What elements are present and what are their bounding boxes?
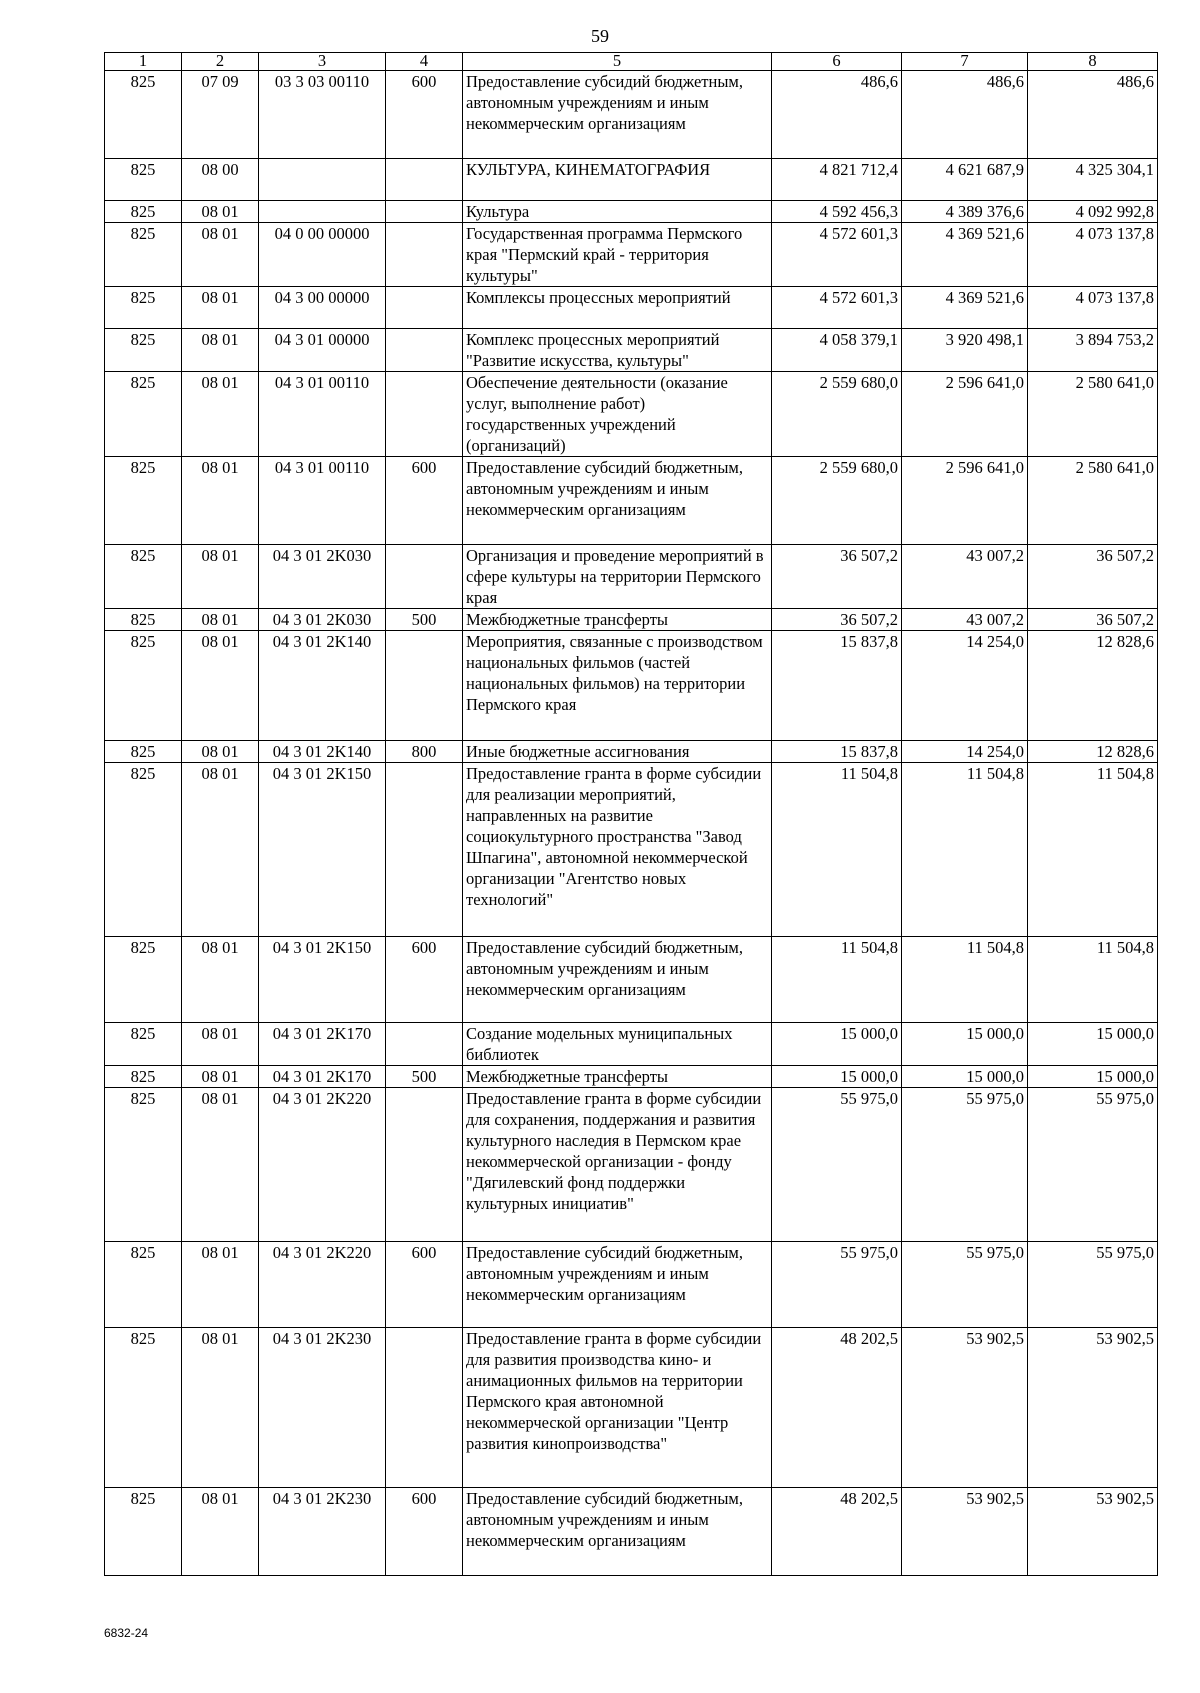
amount-cell: 36 507,2 <box>1028 545 1158 609</box>
amount-cell: 53 902,5 <box>1028 1488 1158 1576</box>
amount-cell: 43 007,2 <box>902 609 1028 631</box>
target-article-cell <box>259 159 386 201</box>
section-code-cell: 08 00 <box>182 159 259 201</box>
section-code-cell: 08 01 <box>182 329 259 372</box>
amount-cell: 4 592 456,3 <box>772 201 902 223</box>
amount-cell: 4 325 304,1 <box>1028 159 1158 201</box>
amount-cell: 11 504,8 <box>772 937 902 1023</box>
amount-cell: 4 821 712,4 <box>772 159 902 201</box>
admin-code-cell: 825 <box>105 287 182 329</box>
item-name-cell: Обеспечение деятельности (оказание услуг, выполнение работ) государственных учреждений (организаций) <box>463 372 772 457</box>
target-article-cell: 04 3 01 2K170 <box>259 1023 386 1066</box>
item-name-cell: Создание модельных муниципальных библиотек <box>463 1023 772 1066</box>
target-article-cell: 04 3 01 00110 <box>259 372 386 457</box>
section-code-cell: 08 01 <box>182 1088 259 1242</box>
section-code-cell: 08 01 <box>182 631 259 741</box>
amount-cell: 36 507,2 <box>772 609 902 631</box>
column-header: 4 <box>386 53 463 71</box>
amount-cell: 55 975,0 <box>902 1088 1028 1242</box>
amount-cell: 2 596 641,0 <box>902 372 1028 457</box>
amount-cell: 2 559 680,0 <box>772 372 902 457</box>
expense-type-cell: 600 <box>386 1242 463 1328</box>
admin-code-cell: 825 <box>105 1066 182 1088</box>
expense-type-cell <box>386 1023 463 1066</box>
expense-type-cell: 800 <box>386 741 463 763</box>
item-name-cell: Предоставление субсидий бюджетным, автономным учреждениям и иным некоммерческим организациям <box>463 457 772 545</box>
item-name-cell: Культура <box>463 201 772 223</box>
header-row <box>105 53 1158 71</box>
amount-cell: 4 058 379,1 <box>772 329 902 372</box>
admin-code-cell: 825 <box>105 1242 182 1328</box>
expense-type-cell <box>386 631 463 741</box>
table-row <box>105 372 1158 457</box>
amount-cell: 53 902,5 <box>902 1328 1028 1488</box>
section-code-cell: 08 01 <box>182 457 259 545</box>
amount-cell: 15 000,0 <box>772 1023 902 1066</box>
expense-type-cell: 500 <box>386 1066 463 1088</box>
table-row <box>105 329 1158 372</box>
admin-code-cell: 825 <box>105 1088 182 1242</box>
item-name-cell: Предоставление гранта в форме субсидии для реализации мероприятий, направленных на развитие социокультурного пространства "Завод Шпагина", автономной некоммерческой организации "Агентство новых технологий" <box>463 763 772 937</box>
expense-type-cell <box>386 223 463 287</box>
amount-cell: 53 902,5 <box>902 1488 1028 1576</box>
section-code-cell: 08 01 <box>182 1328 259 1488</box>
column-header: 2 <box>182 53 259 71</box>
amount-cell: 55 975,0 <box>902 1242 1028 1328</box>
target-article-cell: 04 3 01 2K220 <box>259 1242 386 1328</box>
target-article-cell: 04 3 01 00110 <box>259 457 386 545</box>
expense-type-cell <box>386 201 463 223</box>
admin-code-cell: 825 <box>105 631 182 741</box>
table-row <box>105 1242 1158 1328</box>
item-name-cell: Организация и проведение мероприятий в сфере культуры на территории Пермского края <box>463 545 772 609</box>
table-row <box>105 1328 1158 1488</box>
section-code-cell: 08 01 <box>182 937 259 1023</box>
item-name-cell: Комплекс процессных мероприятий "Развитие искусства, культуры" <box>463 329 772 372</box>
amount-cell: 4 572 601,3 <box>772 223 902 287</box>
section-code-cell: 08 01 <box>182 1242 259 1328</box>
amount-cell: 486,6 <box>1028 71 1158 159</box>
table-row <box>105 631 1158 741</box>
amount-cell: 2 559 680,0 <box>772 457 902 545</box>
amount-cell: 48 202,5 <box>772 1328 902 1488</box>
admin-code-cell: 825 <box>105 937 182 1023</box>
amount-cell: 53 902,5 <box>1028 1328 1158 1488</box>
table-row <box>105 937 1158 1023</box>
amount-cell: 55 975,0 <box>1028 1088 1158 1242</box>
admin-code-cell: 825 <box>105 159 182 201</box>
item-name-cell: Предоставление субсидий бюджетным, автономным учреждениям и иным некоммерческим организациям <box>463 71 772 159</box>
target-article-cell: 04 3 01 2K150 <box>259 763 386 937</box>
table-row <box>105 287 1158 329</box>
section-code-cell: 08 01 <box>182 372 259 457</box>
target-article-cell: 04 0 00 00000 <box>259 223 386 287</box>
target-article-cell <box>259 201 386 223</box>
amount-cell: 15 000,0 <box>902 1066 1028 1088</box>
target-article-cell: 04 3 01 2K140 <box>259 631 386 741</box>
section-code-cell: 08 01 <box>182 741 259 763</box>
target-article-cell: 03 3 03 00110 <box>259 71 386 159</box>
amount-cell: 15 000,0 <box>902 1023 1028 1066</box>
target-article-cell: 04 3 00 00000 <box>259 287 386 329</box>
table-row <box>105 609 1158 631</box>
target-article-cell: 04 3 01 2K230 <box>259 1488 386 1576</box>
amount-cell: 2 596 641,0 <box>902 457 1028 545</box>
admin-code-cell: 825 <box>105 1023 182 1066</box>
admin-code-cell: 825 <box>105 201 182 223</box>
column-header: 8 <box>1028 53 1158 71</box>
column-header: 6 <box>772 53 902 71</box>
section-code-cell: 08 01 <box>182 287 259 329</box>
amount-cell: 36 507,2 <box>1028 609 1158 631</box>
amount-cell: 11 504,8 <box>902 937 1028 1023</box>
amount-cell: 486,6 <box>902 71 1028 159</box>
target-article-cell: 04 3 01 2K150 <box>259 937 386 1023</box>
item-name-cell: КУЛЬТУРА, КИНЕМАТОГРАФИЯ <box>463 159 772 201</box>
budget-table <box>104 52 1158 1576</box>
amount-cell: 11 504,8 <box>1028 763 1158 937</box>
column-header: 1 <box>105 53 182 71</box>
amount-cell: 11 504,8 <box>902 763 1028 937</box>
admin-code-cell: 825 <box>105 71 182 159</box>
expense-type-cell <box>386 372 463 457</box>
item-name-cell: Иные бюджетные ассигнования <box>463 741 772 763</box>
admin-code-cell: 825 <box>105 763 182 937</box>
admin-code-cell: 825 <box>105 457 182 545</box>
section-code-cell: 08 01 <box>182 545 259 609</box>
admin-code-cell: 825 <box>105 1328 182 1488</box>
amount-cell: 15 837,8 <box>772 631 902 741</box>
amount-cell: 2 580 641,0 <box>1028 457 1158 545</box>
amount-cell: 4 621 687,9 <box>902 159 1028 201</box>
section-code-cell: 08 01 <box>182 1023 259 1066</box>
table-row <box>105 1066 1158 1088</box>
amount-cell: 3 920 498,1 <box>902 329 1028 372</box>
table-row <box>105 1488 1158 1576</box>
amount-cell: 4 073 137,8 <box>1028 223 1158 287</box>
amount-cell: 4 369 521,6 <box>902 287 1028 329</box>
column-header: 7 <box>902 53 1028 71</box>
section-code-cell: 07 09 <box>182 71 259 159</box>
table-row <box>105 159 1158 201</box>
amount-cell: 12 828,6 <box>1028 741 1158 763</box>
amount-cell: 4 092 992,8 <box>1028 201 1158 223</box>
admin-code-cell: 825 <box>105 545 182 609</box>
table-row <box>105 71 1158 159</box>
expense-type-cell <box>386 329 463 372</box>
expense-type-cell: 600 <box>386 1488 463 1576</box>
table-row <box>105 1023 1158 1066</box>
amount-cell: 55 975,0 <box>772 1088 902 1242</box>
target-article-cell: 04 3 01 00000 <box>259 329 386 372</box>
amount-cell: 4 572 601,3 <box>772 287 902 329</box>
table-row <box>105 763 1158 937</box>
table-row <box>105 1088 1158 1242</box>
amount-cell: 11 504,8 <box>1028 937 1158 1023</box>
expense-type-cell <box>386 1328 463 1488</box>
admin-code-cell: 825 <box>105 1488 182 1576</box>
item-name-cell: Предоставление субсидий бюджетным, автономным учреждениям и иным некоммерческим организациям <box>463 1488 772 1576</box>
item-name-cell: Предоставление субсидий бюджетным, автономным учреждениям и иным некоммерческим организациям <box>463 1242 772 1328</box>
column-header: 3 <box>259 53 386 71</box>
document-code: 6832-24 <box>104 1626 149 1640</box>
section-code-cell: 08 01 <box>182 1488 259 1576</box>
section-code-cell: 08 01 <box>182 1066 259 1088</box>
amount-cell: 486,6 <box>772 71 902 159</box>
admin-code-cell: 825 <box>105 329 182 372</box>
amount-cell: 2 580 641,0 <box>1028 372 1158 457</box>
section-code-cell: 08 01 <box>182 223 259 287</box>
target-article-cell: 04 3 01 2K140 <box>259 741 386 763</box>
amount-cell: 15 000,0 <box>772 1066 902 1088</box>
target-article-cell: 04 3 01 2K170 <box>259 1066 386 1088</box>
amount-cell: 36 507,2 <box>772 545 902 609</box>
amount-cell: 55 975,0 <box>1028 1242 1158 1328</box>
expense-type-cell <box>386 1088 463 1242</box>
item-name-cell: Мероприятия, связанные с производством национальных фильмов (частей национальных фильмов) на территории Пермского края <box>463 631 772 741</box>
expense-type-cell <box>386 287 463 329</box>
admin-code-cell: 825 <box>105 741 182 763</box>
expense-type-cell <box>386 545 463 609</box>
section-code-cell: 08 01 <box>182 763 259 937</box>
amount-cell: 43 007,2 <box>902 545 1028 609</box>
item-name-cell: Предоставление субсидий бюджетным, автономным учреждениям и иным некоммерческим организациям <box>463 937 772 1023</box>
amount-cell: 12 828,6 <box>1028 631 1158 741</box>
amount-cell: 15 837,8 <box>772 741 902 763</box>
expense-type-cell <box>386 763 463 937</box>
amount-cell: 14 254,0 <box>902 631 1028 741</box>
target-article-cell: 04 3 01 2K230 <box>259 1328 386 1488</box>
expense-type-cell: 600 <box>386 457 463 545</box>
table-row <box>105 201 1158 223</box>
target-article-cell: 04 3 01 2K220 <box>259 1088 386 1242</box>
admin-code-cell: 825 <box>105 609 182 631</box>
expense-type-cell <box>386 159 463 201</box>
page-number: 59 <box>591 26 609 46</box>
item-name-cell: Государственная программа Пермского края "Пермский край - территория культуры" <box>463 223 772 287</box>
table-row <box>105 741 1158 763</box>
admin-code-cell: 825 <box>105 223 182 287</box>
amount-cell: 3 894 753,2 <box>1028 329 1158 372</box>
item-name-cell: Межбюджетные трансферты <box>463 609 772 631</box>
section-code-cell: 08 01 <box>182 201 259 223</box>
expense-type-cell: 600 <box>386 937 463 1023</box>
item-name-cell: Предоставление гранта в форме субсидии для развития производства кино- и анимационных фильмов на территории Пермского края автономной некоммерческой организации "Центр развития кинопроизводства" <box>463 1328 772 1488</box>
amount-cell: 11 504,8 <box>772 763 902 937</box>
column-header: 5 <box>463 53 772 71</box>
item-name-cell: Предоставление гранта в форме субсидии для сохранения, поддержания и развития культурного наследия в Пермском крае некоммерческой организации - фонду "Дягилевский фонд поддержки культурных инициатив" <box>463 1088 772 1242</box>
amount-cell: 15 000,0 <box>1028 1023 1158 1066</box>
table-row <box>105 223 1158 287</box>
expense-type-cell: 500 <box>386 609 463 631</box>
amount-cell: 14 254,0 <box>902 741 1028 763</box>
table-row <box>105 545 1158 609</box>
target-article-cell: 04 3 01 2K030 <box>259 545 386 609</box>
section-code-cell: 08 01 <box>182 609 259 631</box>
item-name-cell: Межбюджетные трансферты <box>463 1066 772 1088</box>
amount-cell: 55 975,0 <box>772 1242 902 1328</box>
amount-cell: 4 389 376,6 <box>902 201 1028 223</box>
amount-cell: 15 000,0 <box>1028 1066 1158 1088</box>
table-row <box>105 457 1158 545</box>
amount-cell: 4 369 521,6 <box>902 223 1028 287</box>
amount-cell: 4 073 137,8 <box>1028 287 1158 329</box>
target-article-cell: 04 3 01 2K030 <box>259 609 386 631</box>
expense-type-cell: 600 <box>386 71 463 159</box>
admin-code-cell: 825 <box>105 372 182 457</box>
item-name-cell: Комплексы процессных мероприятий <box>463 287 772 329</box>
amount-cell: 48 202,5 <box>772 1488 902 1576</box>
